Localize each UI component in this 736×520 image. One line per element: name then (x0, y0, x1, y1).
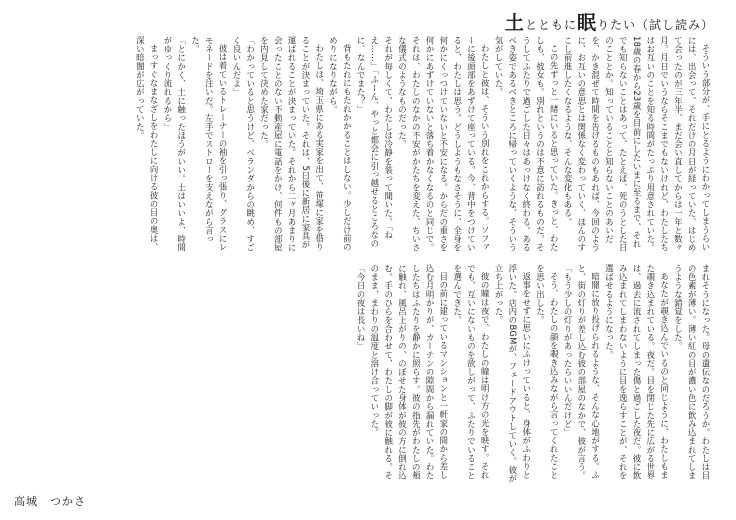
upper-text-block (44, 36, 712, 252)
paragraph: 「わかっていると思うけど、ベランダからの眺め、すごく良いんだよ」 (231, 36, 256, 252)
paragraph: 「もう少しの灯りがあったらいいんだけど」 (563, 264, 574, 437)
paragraph: 暗闇に放り投げられるような、そんな心地がする。ふと、街の灯りが差し込む彼の部屋のなかで、彼が言う。 (576, 264, 601, 480)
paragraph: それが毎しくて、わたしは冷静を装って聞いた。「ねえ……」「ふーん、やっと都会に引っ越せるところなのに、なんでまた？」 (356, 36, 394, 248)
title-subtitle: （試し読み） (635, 18, 714, 32)
paragraph: 彼は着ているトレーナーの袖を引っ張り、グラスにレモネードを注いだ。左手でストローを支えながら言った。 (190, 36, 229, 252)
paragraph: 背もたれにもたれかかることはしない。少しだけ前のめりになりながら。 (328, 36, 353, 252)
paragraph: 「とにかく、土に触ったほうがいい。土はいいよ、時間がゆっくり流れるから」 (162, 36, 187, 252)
paragraph: あなたが覗き込んでいるのと同じように、わたしもまた覗き込まれている。夜だ。目を閉じた先に広がる世界は、過去に流されてしまった傷と過ごした夜だ。彼に飲み込まれてしまわないように目を逸らすことが、それを選ばせるようになった。 (604, 264, 670, 480)
page-title (505, 8, 714, 35)
paragraph: 彼の瞳は夜で、わたしの瞳は明け方の光を映す。それでも、互いにないものを欲しがって、ふたりでいることを選んできた。 (452, 264, 491, 480)
paragraph: まれそうになった。母の遺伝なのだろうか。わたしは目の色素が薄い。薄い紅の目が濃い色に飲み込まれてしまうような錯覚をした。 (673, 264, 711, 480)
title-char-2: 眠 (576, 12, 597, 34)
paragraph: 「今日の夜は長いね」 (356, 264, 367, 351)
paragraph: この先ずっと一緒にいると思っていた。きっと、わたしも、彼女も。別れというのは不意に訪れるものだ。そうしてふたりで過ごした日々はあっけなく終わる。あるべき姿であるべきところに帰っていくような、そういう気がしていた。 (494, 36, 560, 252)
lower-text-block (44, 264, 712, 486)
paragraph: 返事をせずに思いにふけっていると、身体がふわりと浮いた。店内のBGMが、フェードアウトしていく。彼が立ち上がった。 (494, 264, 532, 483)
paragraph: 目の前に建っているマンションと一軒家の間から差し込む月明かりが、カーテンの隙間から漏れていた。わたしたちはふたりを静かに照らす。彼の指先がわたしの頬に触れ、風呂上がりの、のぼせた身体が彼の方に倒れ込む。手のひらを合わせて、わたしの脚が彼に触れる。そのまま、まわりの温度と溶け合っていった。 (369, 264, 449, 480)
paragraph: わたしと彼は、そういう別れをこれからする。ソファーに後頭部をあずけて座っている。今、背中をつけていると、わたしは思う。どうしようもなさそうに、全身を何かにくっつけていないと不安になる。からだの重さを何かにあずけていないと落ち着かなくなるのと同じで。それは、わたしのなかの不安がかたちを変えた、ちいさな儀式のようなものだった。 (397, 36, 491, 252)
title-part-2: りたい (596, 18, 636, 32)
paragraph: まっすぐなまなざしをわたしに向ける彼の目の奥は、深い暗闇が広がっていた。 (135, 36, 160, 252)
paragraph: わたしは、埼玉県にある実家を出て、笹塚に家を借りることが決まっていた。それは、5日後に新居に家具が運ばれることが決まっていた。それから二ヶ月あまりに会ったことのない不動産屋に電話をかけ、何件もの部屋を内見して決めた家だった。 (259, 36, 325, 252)
paragraph: そう、わたしの顔を覗き込みながら言ってくれたことを思い出した。 (535, 264, 560, 480)
paragraph: そういう部分が、手にとるようにわかってしまうらいには、出会って、それだけの月日が経っていた。はじめて会ったのが三年半、まだ会い直してからは一年と数ヶ月。月日でいうならそこまでもないけれど、わたしたちはお互いのことを知る時間がたっぷり用意されていた。18歳の春から23歳を目前にしたいまに至るまで、それでも知らないことはあって、たとえば、死のうとした日のこととか。知っていることと知らないことのあいだを、かき混ぜて時間を告げるものもあれば、今回のように、お互いの意思とは関係なく変わっていく、ほんのすこし前進したくなるような、そんな変化もある。 (563, 36, 711, 252)
title-part-1: とともに (524, 18, 577, 32)
author-name: 高城 つかさ (14, 495, 86, 508)
title-char-1: 土 (504, 12, 525, 34)
